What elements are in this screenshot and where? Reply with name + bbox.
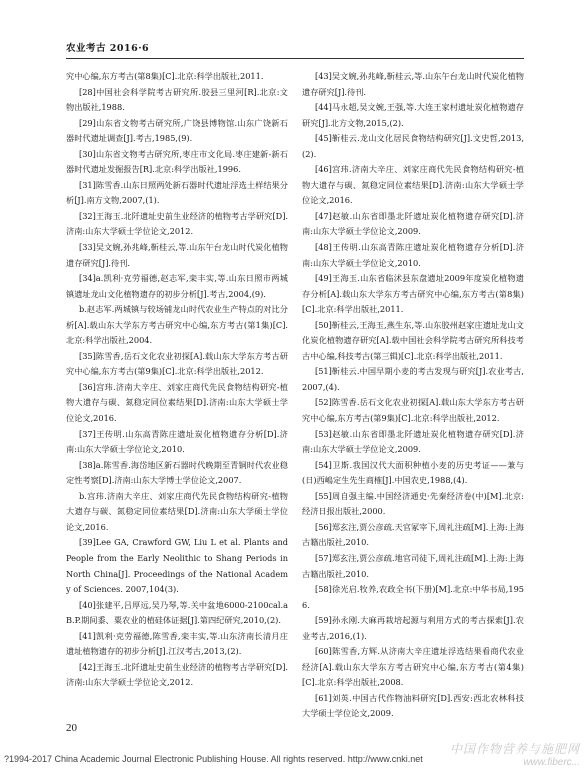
reference-entry: [51]靳桂云.中国早期小麦的考古发现与研究[J].农业考古,2007,(4).: [302, 366, 524, 392]
watermark-line2: www.fiberc...: [523, 757, 580, 768]
reference-entry: [54]卫斯.我国汉代大面积种植小麦的历史考证——兼与(日)西嶋定生先生商榷[J].中国农史,1988,(4).: [302, 459, 524, 486]
reference-entry: [41]凯利·克劳福德,陈雪香,栾丰实,等.山东济南长清月庄遗址植物遗存的初步分析[J].江汉考古,2013,(2).: [66, 630, 288, 657]
references-right-column: [302, 69, 524, 722]
reference-entry: [33]吴文婉,孙兆峰,靳桂云,等.山东午台龙山时代炭化植物遗存研究[J].待刊.: [66, 242, 288, 268]
reference-entry: [39]Lee GA, Crawford GW, Liu L et al. Plants and People from the Early Neolithic to Shang Periods in North China[J]. Proceedings of the National Academy of Sciences. 2007,104(3).: [66, 537, 288, 595]
watermark-logo: [430, 740, 580, 778]
reference-entry: [40]张建平,吕厚远,吴乃琴,等.关中盆地6000-2100cal.aB.P.期间黍、粟农业的植硅体证据[J].第四纪研究,2010,(2).: [66, 599, 288, 626]
reference-entry: [52]陈雪香.岳石文化农业初探[A].载山东大学东方考古研究中心编,东方考古(第9集)[C].北京:科学出版社,2012.: [302, 397, 524, 424]
reference-entry: [38]a.陈雪香.海岱地区新石器时代晚期至青铜时代农业稳定性考察[D].济南:山东大学博士学位论文,2007.: [66, 459, 288, 486]
header-rule: [66, 58, 524, 59]
page-number: 20: [66, 722, 77, 734]
reference-entry: [28]中国社会科学院考古研究所.胶县三里河[R].北京:文物出版社,1988.: [66, 86, 288, 113]
reference-entry: [43]吴文婉,孙兆峰,靳桂云,等.山东午台龙山时代炭化植物遗存研究[J].待刊.: [302, 71, 524, 97]
reference-entry: [58]徐光启.牧养,农政全书(下册)[M].北京:中华书局,1956.: [302, 584, 524, 610]
reference-entry: b.赵志军.两城镇与较场铺龙山时代农业生产特点的对比分析[A].载山东大学东方考古研究中心编,东方考古(第1集)[C].北京:科学出版社,2004.: [66, 304, 288, 346]
reference-entry: [61]刘英.中国古代作物油料研究[D].西安:西北农林科技大学硕士学位论文,2009.: [302, 692, 524, 719]
reference-entry: [44]马永超,吴文婉,王强,等.大连王家村遗址炭化植物遗存研究[J].北方文物,2015,(2).: [302, 102, 524, 128]
reference-entry: [37]王传明.山东高青陈庄遗址炭化植物遗存分析[D].济南:山东大学硕士学位论文,2010.: [66, 428, 288, 455]
reference-entry: [60]陈雪香,方辉.从济南大辛庄遗址浮选结果看商代农业经济[A].载山东大学东方考古研究中心编,东方考古(第4集)[C].北京:科学出版社,2008.: [302, 646, 524, 688]
reference-entry: 究中心编,东方考古(第8集)[C].北京:科学出版社,2011.: [66, 71, 264, 81]
reference-entry: [56]郑玄注,贾公彦疏.天官冢宰下,周礼注疏[M].上海:上海古籍出版社,2010.: [302, 521, 524, 548]
reference-entry: [35]陈雪香,岳石文化农业初探[A].载山东大学东方考古研究中心编,东方考古(第9集)[C].北京:科学出版社,2012.: [66, 350, 288, 377]
reference-entry: [49]王海玉.山东省临沭县东盘遗址2009年度炭化植物遗存分析[A].载山东大学东方考古研究中心编,东方考古(第8集)[C].北京:科学出版社,2011.: [302, 273, 524, 315]
reference-entry: [34]a.凯利·克劳福德,赵志军,栾丰实,等.山东日照市两城镇遗址龙山文化植物遗存的初步分析[J].考古,2004,(9).: [66, 273, 288, 299]
reference-entry: [53]赵敏.山东省即墨北阡遗址炭化植物遗存研究[D].济南:山东大学硕士学位论文,2009.: [302, 428, 524, 455]
reference-entry: [29]山东省文物考古研究所,广饶县博物馆.山东广饶新石器时代遗址调查[J].考古,1985,(9).: [66, 117, 288, 144]
watermark-line1: 中国作物营养与施肥网: [449, 742, 580, 756]
reference-entry: [50]靳桂云,王海玉,燕生东,等.山东胶州赵家庄遗址龙山文化炭化植物遗存研究[A].载中国社会科学院考古研究所科技考古中心编,科技考古(第三辑)[C].北京:科学出版社,2011.: [302, 319, 524, 361]
reference-entry: [46]宫玮.济南大辛庄、刘家庄商代先民食物结构研究-植物大遗存与碳、氮稳定同位素结果[D].济南:山东大学硕士学位论文,2016.: [302, 164, 524, 206]
reference-entry: [30]山东省文物考古研究所,枣庄市文化局.枣庄建新-新石器时代遗址发掘报告[R].北京:科学出版社,1996.: [66, 148, 288, 175]
reference-entry: [47]赵敏.山东省即墨北阡遗址炭化植物遗存研究[D].济南:山东大学硕士学位论文,2009.: [302, 210, 524, 237]
reference-entry: [59]孙永刚.大麻再栽培起源与利用方式的考古探索[J].农业考古,2016,(1).: [302, 615, 524, 641]
running-header: 农业考古 2016·6: [66, 43, 150, 54]
reference-entry: [31]陈雪香.山东日照两处新石器时代遗址浮选土样结果分析[J].南方文物,2007,(1).: [66, 179, 288, 206]
reference-entry: [55]周自强主编.中国经济通史·先秦经济卷(中)[M].北京:经济日报出版社,2000.: [302, 490, 524, 517]
reference-entry: [48]王传明.山东高青陈庄遗址炭化植物遗存分析[D].济南:山东大学硕士学位论文,2010.: [302, 242, 524, 268]
reference-entry: [57]郑玄注,贾公彦疏.地官司徒下,周礼注疏[M].上海:上海古籍出版社,2010.: [302, 552, 524, 579]
copyright-footer: ?1994-2017 China Academic Journal Electronic Publishing House. All rights reserved. http://www.cnki.net: [4, 754, 423, 764]
reference-entry: [32]王海玉.北阡遗址史前生业经济的植物考古学研究[D].济南:山东大学硕士学位论文,2012.: [66, 210, 288, 237]
reference-entry: b.宫玮.济南大辛庄、刘家庄商代先民食物结构研究-植物大遗存与碳、氮稳定同位素结果[D].济南:山东大学硕士学位论文,2016.: [66, 490, 288, 532]
reference-entry: [36]宫玮.济南大辛庄、刘家庄商代先民食物结构研究-植物大遗存与碳、氮稳定同位素结果[D].济南:山东大学硕士学位论文,2016.: [66, 381, 288, 424]
references-left-column: [66, 69, 288, 691]
reference-entry: [42]王海玉.北阡遗址史前生业经济的植物考古学研究[D].济南:山东大学硕士学位论文,2012.: [66, 661, 288, 688]
reference-entry: [45]靳桂云.龙山文化居民食物结构研究[J].文史哲,2013,(2).: [302, 133, 524, 159]
